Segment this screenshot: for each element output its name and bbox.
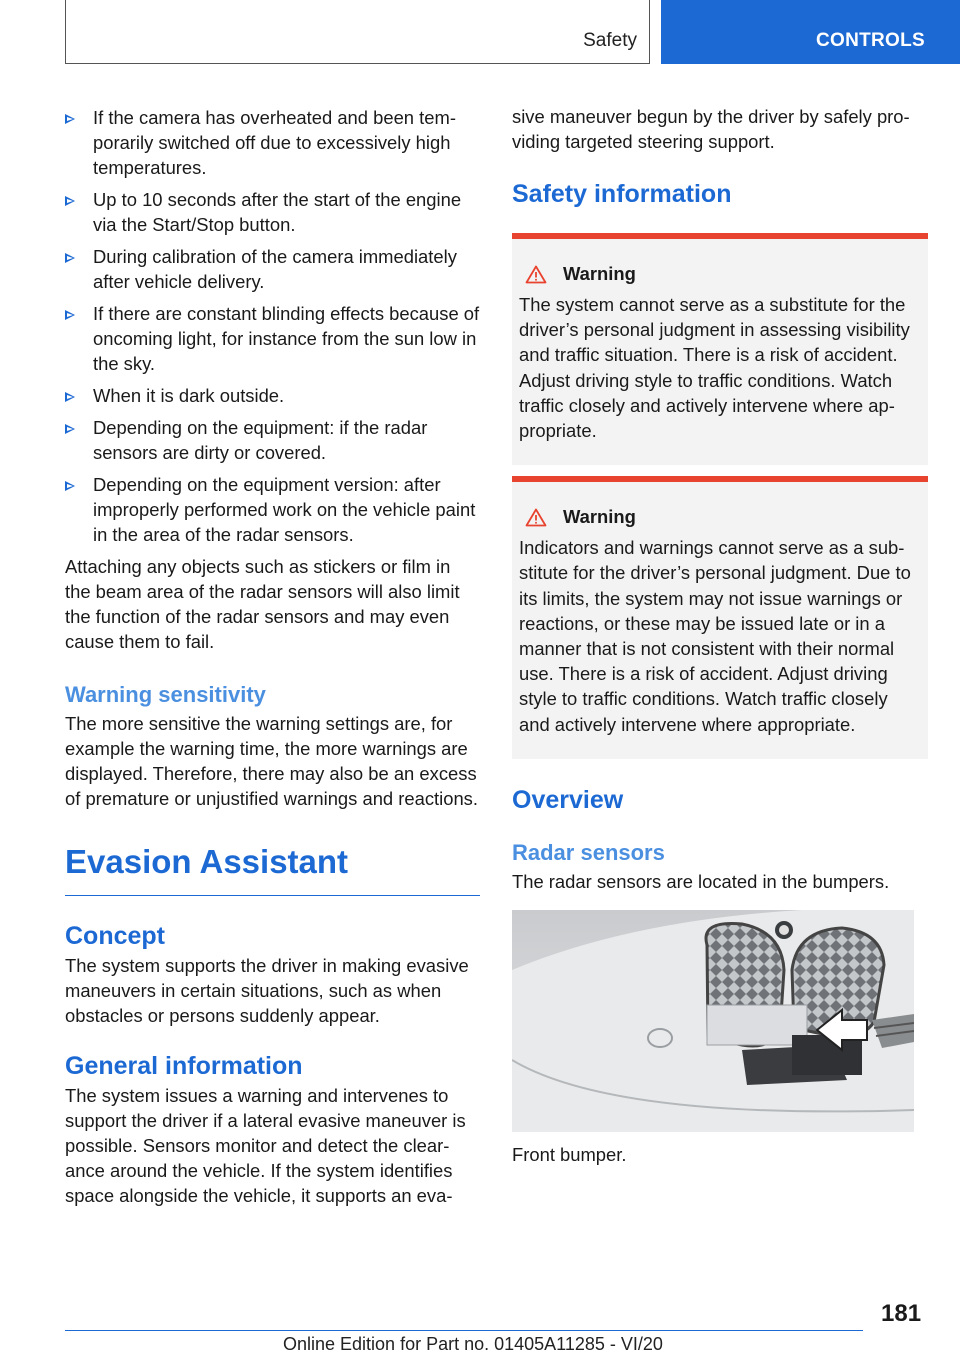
conditions-list (65, 105, 480, 547)
general-heading: General information (65, 1052, 303, 1080)
page-number: 181 (881, 1300, 922, 1327)
header-chapter-label: CONTROLS (816, 30, 926, 51)
list-item: If there are constant blinding effects because of oncoming light, for instance from the sun low in the sky. (65, 301, 480, 376)
header-chapter-tab[interactable] (661, 0, 960, 64)
list-item: If the camera has overheated and been temporarily switched off due to excessively high temperatures. (65, 105, 480, 180)
concept-heading: Concept (65, 922, 165, 950)
list-item: During calibration of the camera immediately after vehicle delivery. (65, 244, 480, 294)
list-item: Depending on the equipment version: after improperly performed work on the vehicle paint in the area of the radar sensors. (65, 472, 480, 547)
right-column (512, 100, 928, 1167)
bullet-triangle-icon (65, 424, 75, 434)
page-header (0, 0, 960, 66)
header-section-label: Safety (583, 30, 637, 51)
bullet-triangle-icon (65, 196, 75, 206)
bullet-triangle-icon (65, 114, 75, 124)
front-bumper-image (512, 910, 914, 1132)
header-section-box (65, 0, 650, 64)
warning-triangle-icon (525, 265, 547, 284)
warning-text: Indicators and warnings cannot serve as a substitute for the driver’s personal judgment. Due to its limits, the system may not issue warnings or reactions, or these may be issued late or in a manner that is not consistent with their normal use. There is a risk of accident. Adjust driving style to traffic conditions. Watch traffic closely and actively intervene where appropriate. (519, 537, 911, 735)
list-item: Depending on the equipment: if the radar sensors are dirty or covered. (65, 415, 480, 465)
sensitivity-paragraph: The more sensitive the warning settings are, for example the warning time, the more warnings are displayed. Therefore, there may also be an excess of premature or unjustified warnings and reactions. (65, 713, 478, 809)
general-paragraph: The system issues a warning and intervenes to support the driver if a lateral evasive maneuver is possible. Sensors monitor and detect the clearance around the vehicle. If the system identifies space alongside the vehicle, it supports an eva- (65, 1085, 466, 1206)
bullet-triangle-icon (65, 392, 75, 402)
warning-box (512, 476, 928, 759)
bullet-triangle-icon (65, 310, 75, 320)
list-item: When it is dark outside. (65, 383, 480, 408)
radar-paragraph: The radar sensors are located in the bumpers. (512, 870, 890, 892)
bullet-triangle-icon (65, 481, 75, 491)
warning-title: Warning (563, 263, 636, 284)
footer-edition: Online Edition for Part no. 01405A11285 - VI/20 (283, 1334, 663, 1354)
image-caption: Front bumper. (512, 1143, 627, 1165)
concept-paragraph: The system supports the driver in making evasive maneuvers in certain situations, such as when obstacles or persons suddenly appear. (65, 955, 469, 1026)
footer-divider (65, 1330, 863, 1331)
warning-triangle-icon (525, 508, 547, 527)
bullet-triangle-icon (65, 253, 75, 263)
left-column (65, 100, 480, 1208)
car-front-illustration (512, 910, 914, 1132)
warning-title: Warning (563, 506, 636, 528)
chapter-title: Evasion Assistant (65, 843, 480, 896)
warning-box (512, 233, 928, 465)
warning-text: The system cannot serve as a substitute for the driver’s personal judgment in assessing visibility and traffic situation. There is a risk of accident. Adjust driving style to traffic conditions. Watch traffic closely and actively intervene where appropriate. (519, 294, 910, 442)
safety-heading: Safety information (512, 180, 732, 208)
list-item: Up to 10 seconds after the start of the engine via the Start/Stop button. (65, 187, 480, 237)
radar-heading: Radar sensors (512, 839, 665, 865)
attach-paragraph: Attaching any objects such as stickers or film in the beam area of the radar sensors will also limit the function of the radar sensors and may even cause them to fail. (65, 556, 460, 652)
overview-heading: Overview (512, 785, 624, 814)
continued-paragraph: sive maneuver begun by the driver by safely providing targeted steering support. (512, 106, 910, 152)
sensitivity-heading: Warning sensitivity (65, 682, 266, 707)
